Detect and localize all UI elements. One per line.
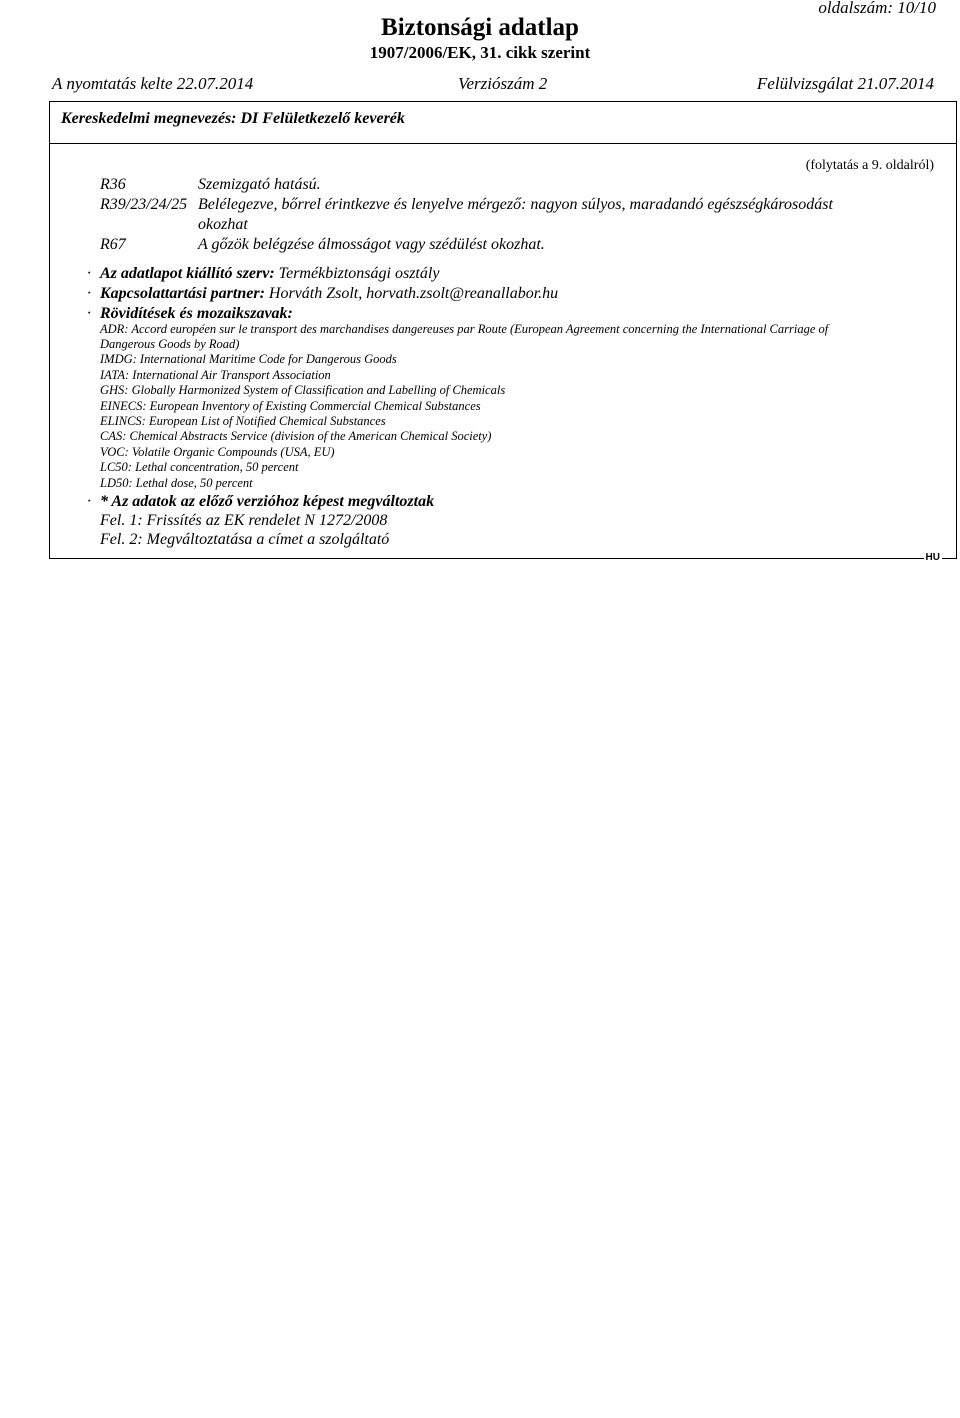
abbreviation-item: ELINCS: European List of Notified Chemical Substances [100, 414, 386, 428]
issuer-section [87, 264, 439, 284]
abbreviation-item: ADR: Accord européen sur le transport des marchandises dangereuses par Route (European Agreement concerning the International Carriage of [100, 322, 829, 336]
trade-name: Kereskedelmi megnevezés: DI Felületkezelő keverék [61, 110, 405, 127]
change-item: Fel. 2: Megváltoztatása a címet a szolgáltató [100, 531, 390, 548]
abbreviations-label: Rövidítések és mozaikszavak: [100, 305, 293, 322]
abbreviation-item: GHS: Globally Harmonized System of Classification and Labelling of Chemicals [100, 383, 506, 397]
contact-section [87, 284, 558, 304]
issuer-value: Termékbiztonsági osztály [278, 265, 440, 282]
abbreviation-item: LD50: Lethal dose, 50 percent [100, 476, 253, 490]
abbreviation-item: IMDG: International Maritime Code for Dangerous Goods [100, 352, 397, 366]
abbreviation-item: LC50: Lethal concentration, 50 percent [100, 460, 299, 474]
changes-section [87, 492, 434, 512]
contact-label: Kapcsolattartási partner: [100, 285, 265, 302]
continued-from-note: (folytatás a 9. oldalról) [805, 158, 934, 173]
abbreviation-item: IATA: International Air Transport Association [100, 368, 331, 382]
r-phrase-text: A gőzök belégzése álmosságot vagy szédülést okozhat. [198, 236, 545, 253]
r-phrase-row [0, 175, 960, 195]
abbreviations-section [87, 304, 293, 324]
issuer-label: Az adatlapot kiállító szerv: [100, 265, 275, 282]
r-phrase-code: R36 [100, 176, 126, 193]
bullet-dot: · [87, 265, 91, 282]
revision-date: Felülvizsgálat 21.07.2014 [756, 74, 934, 93]
r-phrase-text: Belélegezve, bőrrel érintkezve és lenyelve mérgező: nagyon súlyos, maradandó egészségkárosodást [198, 196, 833, 213]
abbreviation-item: CAS: Chemical Abstracts Service (division of the American Chemical Society) [100, 429, 492, 443]
bullet-dot: · [87, 493, 91, 510]
r-phrase-code: R67 [100, 236, 126, 253]
r-phrase-row-continued [0, 215, 960, 235]
document-subtitle: 1907/2006/EK, 31. cikk szerint [369, 43, 591, 62]
abbreviation-item: EINECS: European Inventory of Existing Commercial Chemical Substances [100, 399, 481, 413]
contact-value: Horváth Zsolt, horvath.zsolt@reanallabor.hu [268, 285, 559, 302]
changes-label: * Az adatok az előző verzióhoz képest megváltoztak [100, 493, 435, 510]
page-number: oldalszám: 10/10 [818, 0, 936, 17]
bullet-dot: · [87, 305, 91, 322]
r-phrase-code: R39/23/24/25 [100, 196, 188, 213]
r-phrase-row [0, 235, 960, 255]
r-phrase-row [0, 195, 960, 215]
r-phrase-text-continued: okozhat [198, 216, 248, 233]
version-number: Verziószám 2 [458, 74, 548, 93]
print-date: A nyomtatás kelte 22.07.2014 [52, 74, 254, 93]
abbreviation-item: VOC: Volatile Organic Compounds (USA, EU) [100, 445, 335, 459]
language-code-badge: HU [925, 552, 940, 563]
abbreviation-item: Dangerous Goods by Road) [100, 337, 240, 351]
document-title: Biztonsági adatlap [381, 14, 579, 41]
r-phrase-text: Szemizgató hatású. [198, 176, 321, 193]
bullet-dot: · [87, 285, 91, 302]
change-item: Fel. 1: Frissítés az EK rendelet N 1272/2008 [100, 512, 388, 529]
